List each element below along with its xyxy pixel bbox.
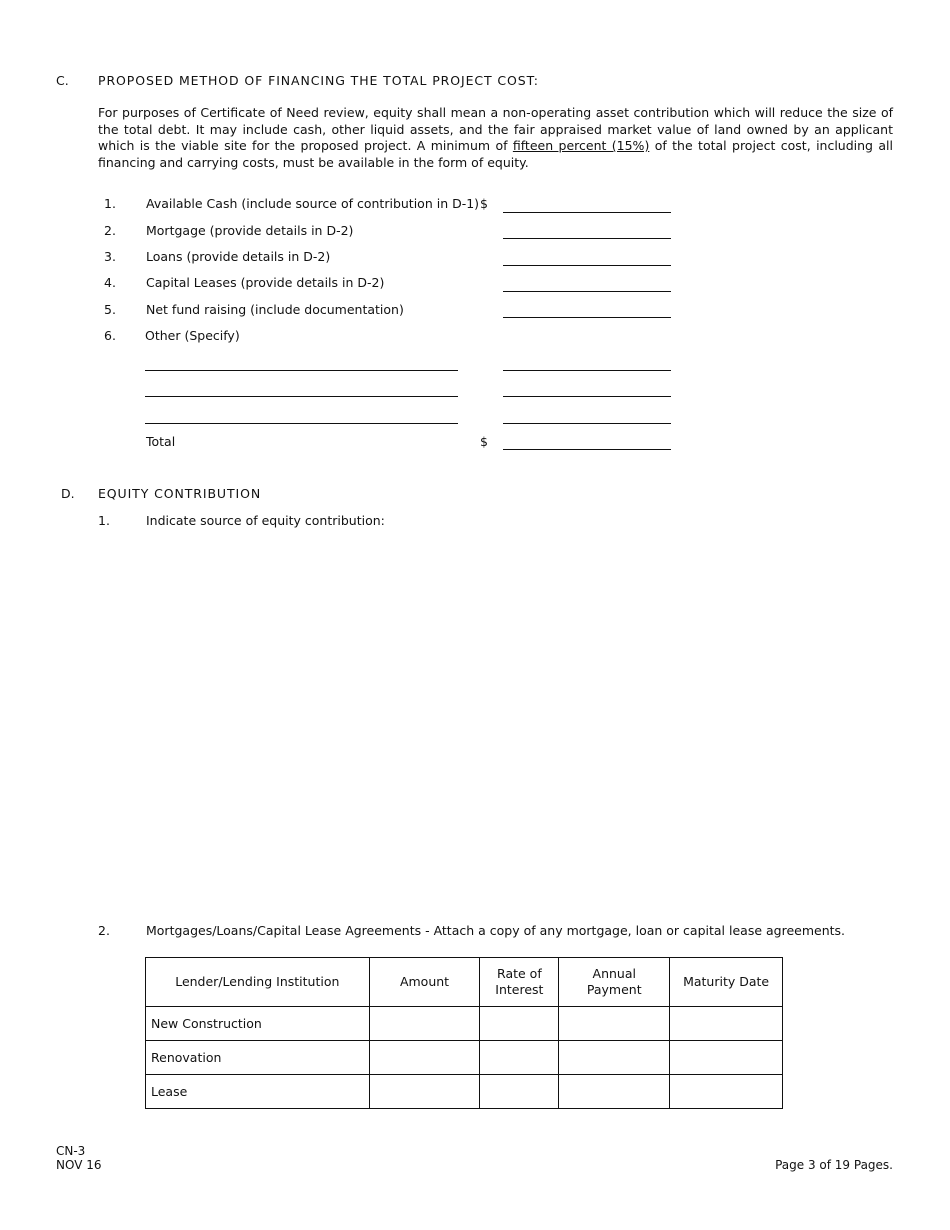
other-specify-description-line[interactable] xyxy=(145,423,458,424)
row-label: Lease xyxy=(146,1075,370,1109)
row-label: Renovation xyxy=(146,1041,370,1075)
maturity-cell[interactable] xyxy=(670,1075,783,1109)
financing-item-label: Net fund raising (include documentation) xyxy=(146,302,404,317)
table-row xyxy=(146,1007,783,1041)
table-header-row xyxy=(146,958,783,1007)
amount-cell[interactable] xyxy=(369,1007,480,1041)
financing-item-label: Available Cash (include source of contribution in D-1) xyxy=(146,196,480,211)
paragraph-text-after: of the total project cost, including all financing and carrying costs, must be available in the form of equity. xyxy=(98,138,893,170)
financing-item-label: Other (Specify) xyxy=(145,328,240,343)
section-d-title: EQUITY CONTRIBUTION xyxy=(98,486,262,501)
financing-item-label: Capital Leases (provide details in D-2) xyxy=(146,275,385,290)
section-c-letter: C. xyxy=(56,73,69,88)
equity-definition-paragraph xyxy=(98,105,893,171)
paragraph-text-before: For purposes of Certificate of Need review, equity shall mean a non-operating asset contribution which will reduce the size of the total debt. It may include cash, other liquid assets, and the fair appraised market value of land owned by an applicant which is the viable site for the proposed project. A minimum of xyxy=(98,105,893,153)
payment-column-header: Annual Payment xyxy=(559,958,670,1007)
equity-item-number: 2. xyxy=(98,923,110,938)
loan-agreements-table xyxy=(145,957,783,1109)
total-label: Total xyxy=(146,434,176,449)
lender-column-header: Lender/Lending Institution xyxy=(146,958,370,1007)
table-row xyxy=(146,1041,783,1075)
financing-item-number: 2. xyxy=(104,223,116,238)
payment-cell[interactable] xyxy=(559,1007,670,1041)
amount-cell[interactable] xyxy=(369,1041,480,1075)
form-code: CN-3 xyxy=(56,1144,86,1158)
other-specify-amount-line[interactable] xyxy=(503,423,671,424)
financing-item-number: 4. xyxy=(104,275,116,290)
table-row xyxy=(146,1075,783,1109)
total-input-line[interactable] xyxy=(503,449,671,450)
mortgage-input-line[interactable] xyxy=(503,238,671,239)
footer-form-info xyxy=(56,1144,102,1172)
currency-symbol: $ xyxy=(480,434,488,449)
amount-column-header: Amount xyxy=(369,958,480,1007)
loans-input-line[interactable] xyxy=(503,265,671,266)
paragraph-underlined-text: fifteen percent (15%) xyxy=(512,138,650,153)
section-c-title: PROPOSED METHOD OF FINANCING THE TOTAL PROJECT COST: xyxy=(98,73,539,88)
rate-column-header: Rate of Interest xyxy=(480,958,559,1007)
available-cash-input-line[interactable] xyxy=(503,212,671,213)
rate-cell[interactable] xyxy=(480,1007,559,1041)
other-specify-amount-line[interactable] xyxy=(503,370,671,371)
amount-cell[interactable] xyxy=(369,1075,480,1109)
maturity-cell[interactable] xyxy=(670,1041,783,1075)
section-d-letter: D. xyxy=(61,486,75,501)
financing-item-number: 3. xyxy=(104,249,116,264)
maturity-column-header: Maturity Date xyxy=(670,958,783,1007)
net-fund-raising-input-line[interactable] xyxy=(503,317,671,318)
financing-item-number: 5. xyxy=(104,302,116,317)
financing-item-number: 6. xyxy=(104,328,116,343)
other-specify-description-line[interactable] xyxy=(145,396,458,397)
financing-item-label: Mortgage (provide details in D-2) xyxy=(146,223,354,238)
page-number: Page 3 of 19 Pages. xyxy=(775,1158,893,1172)
payment-cell[interactable] xyxy=(559,1041,670,1075)
other-specify-description-line[interactable] xyxy=(145,370,458,371)
other-specify-amount-line[interactable] xyxy=(503,396,671,397)
payment-cell[interactable] xyxy=(559,1075,670,1109)
form-revision: NOV 16 xyxy=(56,1158,102,1172)
row-label: New Construction xyxy=(146,1007,370,1041)
equity-source-label: Indicate source of equity contribution: xyxy=(146,513,385,528)
capital-leases-input-line[interactable] xyxy=(503,291,671,292)
equity-item-number: 1. xyxy=(98,513,110,528)
rate-cell[interactable] xyxy=(480,1041,559,1075)
maturity-cell[interactable] xyxy=(670,1007,783,1041)
financing-item-number: 1. xyxy=(104,196,116,211)
financing-item-label: Loans (provide details in D-2) xyxy=(146,249,331,264)
rate-cell[interactable] xyxy=(480,1075,559,1109)
currency-symbol: $ xyxy=(480,196,488,211)
agreements-label: Mortgages/Loans/Capital Lease Agreements - Attach a copy of any mortgage, loan or capital lease agreements. xyxy=(146,923,846,938)
